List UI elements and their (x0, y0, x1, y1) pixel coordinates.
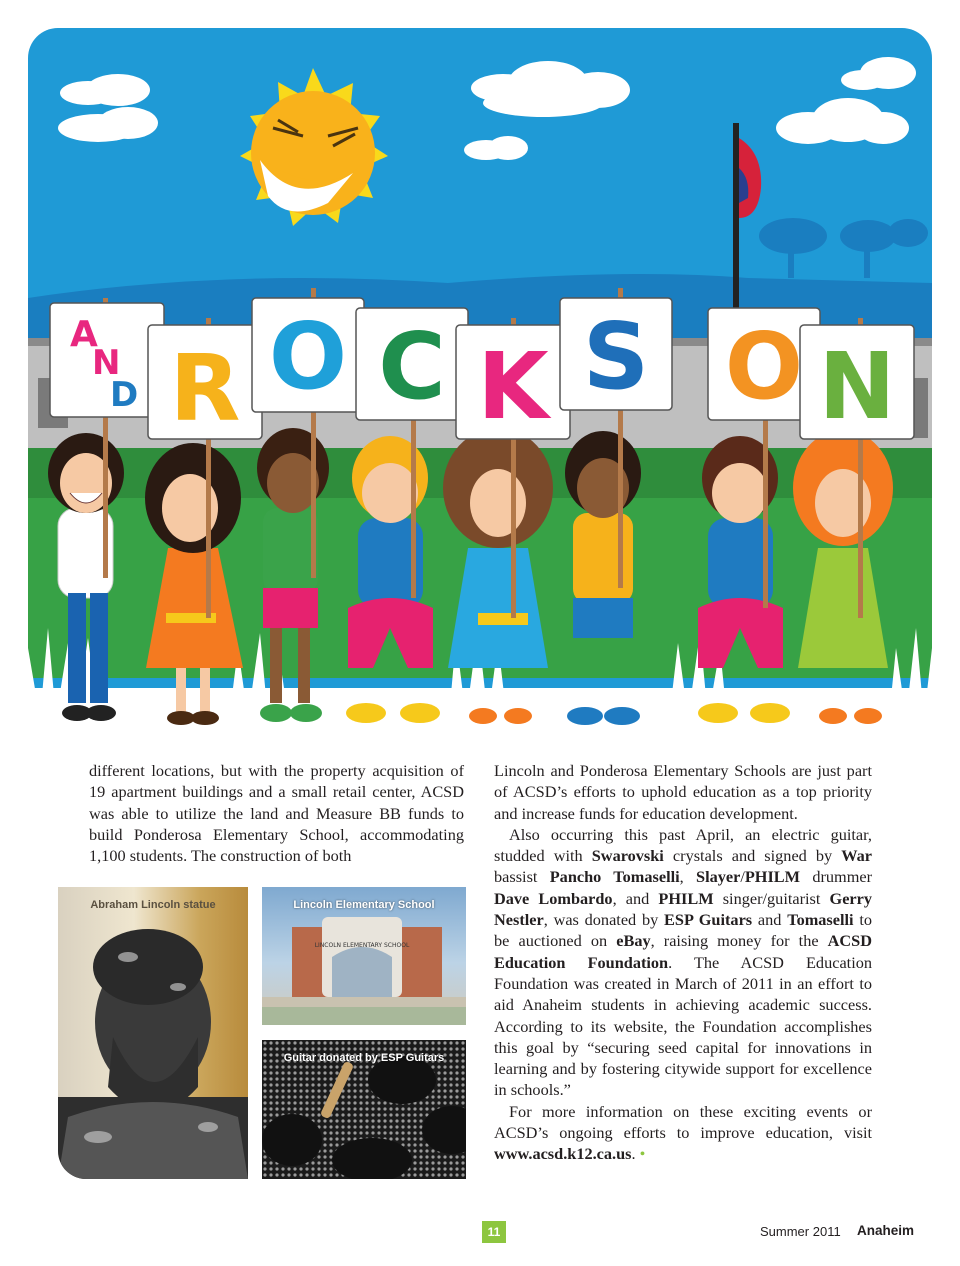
lincoln-bust-illustration (58, 887, 248, 1179)
letter-n: N (818, 333, 896, 440)
lincoln-statue-caption: Abraham Lincoln statue (90, 899, 216, 911)
footer-magazine-name: Anaheim (857, 1223, 915, 1238)
article-paragraph-3: For more information on these exciting events or ACSD’s ongoing efforts to improve education, visit www.acsd.k12.ca.us. • (494, 1101, 872, 1164)
footer-issue: Summer 2011 (760, 1224, 841, 1239)
guitar-caption: Guitar donated by ESP Guitars (283, 1052, 445, 1064)
article-paragraph-2: Also occurring this past April, an electric guitar, studded with Swarovski crystals and signed by War bassist Pancho Tomaselli, Slayer/PHILM drummer Dave Lombardo, and PHILM singer/guitarist Gerry Nestler, was donated by ESP Guitars and Tomaselli to be auctioned on eBay, raising money for the ACSD Education Foundation. The ACSD Education Foundation was created in March of 2011 in an effort to aid Anaheim students in achieving academic success. According to its website, the Foundation accomplishes this goal by “securing seed capital for innovations in learning and by fostering citywide support for excellence in schools.” (494, 824, 873, 1100)
end-bullet: • (639, 1144, 646, 1164)
lincoln-school-caption: Lincoln Elementary School (293, 899, 435, 911)
article-column-left (89, 760, 464, 866)
letter-r: R (169, 335, 241, 442)
school-sign-text: LINCOLN ELEMENTARY SCHOOL (314, 942, 410, 949)
letter-k: K (477, 333, 549, 440)
lincoln-statue-photo (58, 887, 248, 1179)
lincoln-school-photo (262, 887, 466, 1025)
letter-n-small: N (92, 343, 121, 383)
letter-o: O (268, 303, 348, 410)
website-link[interactable]: www.acsd.k12.ca.us (494, 1144, 632, 1164)
letter-s: S (582, 303, 650, 410)
letter-d: D (110, 375, 139, 415)
article-paragraph-1: Lincoln and Ponderosa Elementary Schools are just part of ACSD’s efforts to uphold education as a top priority and increase funds for education development. (494, 761, 872, 823)
flag-pole (733, 123, 739, 313)
article-column-right (494, 760, 872, 1165)
page-number: 11 (482, 1221, 506, 1243)
letter-o-2: O (724, 313, 804, 420)
letter-a: A (70, 314, 98, 355)
rocks-on-illustration (28, 28, 932, 728)
letter-c: C (378, 313, 446, 420)
hero-illustration (28, 28, 932, 728)
guitar-photo (262, 1040, 466, 1179)
article-paragraph-left: different locations, but with the property acquisition of 19 apartment buildings and a small retail center, ACSD was able to utilize the land and Measure BB funds to build Ponderosa Elementary School, accommodating 1,100 students. The construction of both (89, 761, 464, 866)
